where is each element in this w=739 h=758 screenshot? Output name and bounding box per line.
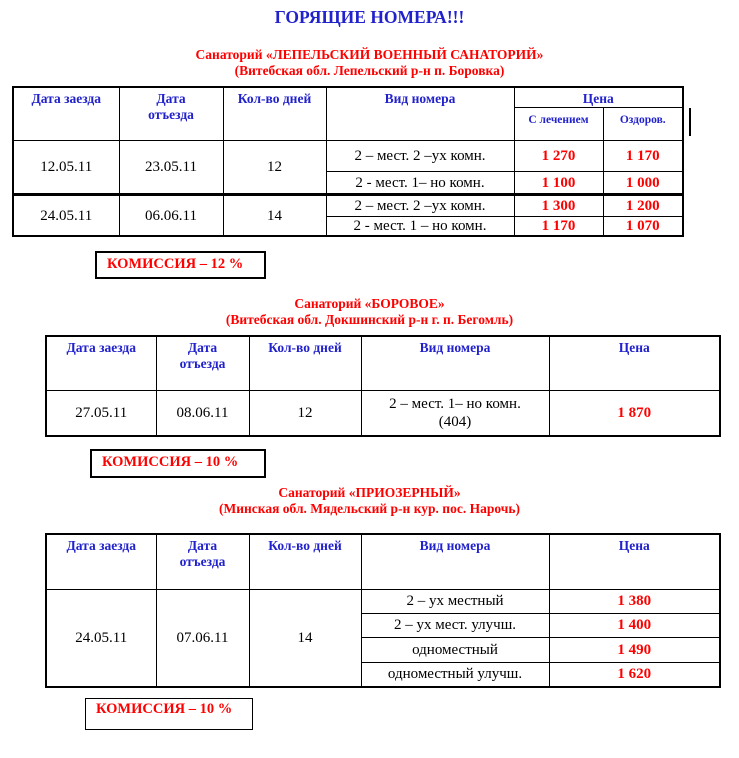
room-type-text: 2 – мест. 1– но комн. bbox=[389, 395, 521, 412]
page-title: ГОРЯЩИЕ НОМЕРА!!! bbox=[274, 7, 465, 27]
header-price: Цена bbox=[549, 534, 720, 589]
header-price: Цена bbox=[549, 336, 720, 390]
price-with-treatment-cell: 1 300 bbox=[514, 195, 603, 217]
price-wellness-cell: 1 170 bbox=[603, 141, 683, 172]
price-with-treatment-cell: 1 100 bbox=[514, 172, 603, 195]
header-departure-label: Дата отъезда bbox=[148, 91, 194, 122]
days-cell: 12 bbox=[249, 390, 361, 436]
price-wellness-cell: 1 000 bbox=[603, 172, 683, 195]
header-departure bbox=[156, 534, 249, 589]
header-room-type: Вид номера bbox=[361, 534, 549, 589]
arrival-date-cell: 27.05.11 bbox=[46, 390, 156, 436]
price-wellness-cell: 1 200 bbox=[603, 195, 683, 217]
commission-box-1: КОМИССИЯ – 12 % bbox=[95, 251, 266, 279]
room-type-cell: 2 - мест. 1– но комн. bbox=[326, 172, 514, 195]
price-table-priozerny bbox=[45, 533, 721, 688]
header-room-type: Вид номера bbox=[326, 87, 514, 141]
room-number-note: (404) bbox=[438, 413, 472, 430]
room-type-cell: 2 – ух мест. улучш. bbox=[361, 613, 549, 637]
section2-sanatorium-name: Санаторий «БОРОВОЕ» bbox=[294, 296, 445, 311]
price-cell: 1 380 bbox=[549, 589, 720, 613]
header-price: Цена bbox=[514, 87, 683, 108]
header-departure bbox=[156, 336, 249, 390]
departure-date-cell: 06.06.11 bbox=[119, 195, 223, 237]
arrival-date-cell: 12.05.11 bbox=[13, 141, 119, 195]
price-cell: 1 400 bbox=[549, 613, 720, 637]
header-departure bbox=[119, 87, 223, 141]
room-type-cell: 2 – мест. 2 –ух комн. bbox=[326, 141, 514, 172]
header-price-wellness: Оздоров. bbox=[603, 108, 683, 141]
days-cell: 14 bbox=[249, 589, 361, 687]
section1-location: (Витебская обл. Лепельский р-н п. Боровка) bbox=[234, 63, 505, 78]
price-wellness-cell: 1 070 bbox=[603, 217, 683, 237]
header-days: Кол-во дней bbox=[223, 87, 326, 141]
header-departure-label: Дата отъезда bbox=[179, 340, 226, 371]
room-type-cell: 2 - мест. 1 – но комн. bbox=[326, 217, 514, 237]
days-cell: 14 bbox=[223, 195, 326, 237]
room-type-cell bbox=[361, 390, 549, 436]
room-type-cell: 2 – мест. 2 –ух комн. bbox=[326, 195, 514, 217]
arrival-date-cell: 24.05.11 bbox=[13, 195, 119, 237]
departure-date-cell: 07.06.11 bbox=[156, 589, 249, 687]
price-table-lepelsky bbox=[12, 86, 684, 237]
room-type-cell: одноместный улучш. bbox=[361, 662, 549, 687]
arrival-date-cell: 24.05.11 bbox=[46, 589, 156, 687]
section3-location: (Минская обл. Мядельский р-н кур. пос. Нарочь) bbox=[219, 501, 520, 516]
price-with-treatment-cell: 1 270 bbox=[514, 141, 603, 172]
departure-date-cell: 23.05.11 bbox=[119, 141, 223, 195]
price-cell: 1 870 bbox=[549, 390, 720, 436]
header-arrival: Дата заезда bbox=[46, 534, 156, 589]
section3-sanatorium-name: Санаторий «ПРИОЗЕРНЫЙ» bbox=[278, 485, 461, 500]
header-days: Кол-во дней bbox=[249, 534, 361, 589]
price-cell: 1 620 bbox=[549, 662, 720, 687]
commission-box-3: КОМИССИЯ – 10 % bbox=[85, 698, 253, 730]
header-arrival: Дата заезда bbox=[46, 336, 156, 390]
days-cell: 12 bbox=[223, 141, 326, 195]
price-table-borovoe bbox=[45, 335, 721, 437]
room-type-cell: 2 – ух местный bbox=[361, 589, 549, 613]
price-with-treatment-cell: 1 170 bbox=[514, 217, 603, 237]
section2-location: (Витебская обл. Докшинский р-н г. п. Бегомль) bbox=[225, 312, 514, 327]
room-type-cell: одноместный bbox=[361, 637, 549, 662]
header-price-with-treatment: С лечением bbox=[514, 108, 603, 141]
table-border-artifact bbox=[689, 108, 691, 136]
price-cell: 1 490 bbox=[549, 637, 720, 662]
commission-box-2: КОМИССИЯ – 10 % bbox=[90, 449, 266, 478]
header-departure-label: Дата отъезда bbox=[179, 538, 226, 569]
section1-sanatorium-name: Санаторий «ЛЕПЕЛЬСКИЙ ВОЕННЫЙ САНАТОРИЙ» bbox=[195, 47, 544, 62]
departure-date-cell: 08.06.11 bbox=[156, 390, 249, 436]
header-days: Кол-во дней bbox=[249, 336, 361, 390]
header-arrival: Дата заезда bbox=[13, 87, 119, 141]
header-room-type: Вид номера bbox=[361, 336, 549, 390]
